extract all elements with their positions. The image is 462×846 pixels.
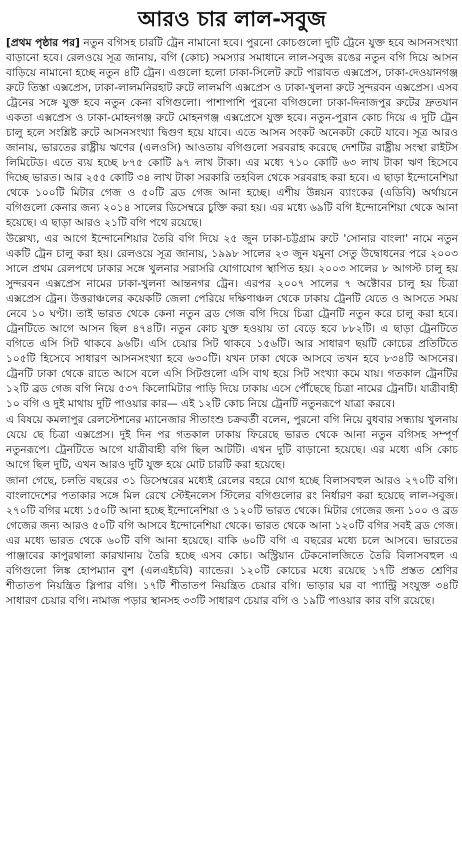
article-paragraph-4: জানা গেছে, চলতি বছরের ৩১ ডিসেম্বরের মধ্যেই রেলের বহরে যোগ হচ্ছে বিলাসবহুল আরও ২৭০টি বগি। বাংলাদেশের পতাকার সঙ্গে মিল রেখে স্টেইনলেস স্টিলের বগিগুলোর রং নির্ধারণ করা হয়েছে লাল-সবুজ। ২৭০টি বগির মধ্যে ১৫০টি আনা হচ্ছে ইন্দোনেশিয়া ও ১২০টি ভারত থেকে। মিটার গেজের জন্য ১০০ ও ব্রড গেজের জন্য আরও ৫০টি বগি আসবে ইন্দোনেশিয়া থেকে। ভারত থেকে আনা ১২০টি বগির সবই ব্রড গেজ। এর মধ্যে ভারত থেকে ৬০টি বগি আনা হয়েছে। বাকি ৬০টি বগি এ বছরের মধ্যে চলে আসবে। ভারতের পাঞ্জাবের কাপুরথালা কারখানায় তৈরি হচ্ছে এসব কোচ। অস্ট্রিয়ান টেকনোলজিতে তৈরি বিলাসবহুল এ বগিগুলো লিঙ্ক হোপম্যান বুশ (এলএইচবি) ব্যান্ডের। ১২০টি কোচের মধ্যে রয়েছে ১৭টি প্রস্তত শ্রেণির শীতাতপ নিয়ন্ত্রিত স্লিপার বগি। ১৭টি শীতাতপ নিয়ন্ত্রিত চেয়ার বগি। ভাড়ার ঘর বা প্যান্ট্রি সংযুক্ত ৩৪টি সাধারণ চেয়ার বগি। নামাজ পড়ার স্থানসহ ৩৩টি সাধারণ চেয়ার বগি ও ১৯টি পাওয়ার কার বগি রয়েছে। <box>6 475 458 607</box>
article-headline: আরও চার লাল-সবুজ <box>137 7 327 31</box>
lead-in-label: [প্রথম পৃষ্ঠার পর] <box>6 37 80 49</box>
paragraph-1-text: নতুন বগিসহ চারটি ট্রেন নামানো হবে। পুরনো কোচগুলো দুটি ট্রেনে যুক্ত হবে আসনসংখ্যা বাড়ানো হবে। রেলওয়ে সূত্র জানায়, বগি (কোচ) সমস্যার সমাধানে লাল-সবুজ রঙের নতুন বগি দিয়ে আসন বাড়িয়ে নামানো হচ্ছে নতুন ৪টি ট্রেন। এগুলো হলো ঢাকা-সিলেট রুটে পারাবত এক্সপ্রেস, ঢাকা-দেওয়ানগঞ্জ রুটে তিস্তা এক্সপ্রেস, ঢাকা-লালমনিরহাট রুটে লালমণি এক্সপ্রেস ও ঢাকা-খুলনা রুটে সুন্দরবন এক্সপ্রেস। এসব ট্রেনের সঙ্গে যুক্ত হবে নতুন কেনা বগিগুলো। পাশাপাশি পুরনো বগিগুলো ঢাকা-দিনাজপুর রুটের দ্রুতযান একতা এক্সপ্রেস ও ঢাকা-মোহনগঞ্জ রুটে মোহনগঞ্জ এক্সপ্রেসে যুক্ত হবে। নতুন-পুরান কোচ দিয়ে এ দুটি ট্রেন চালু হলে সংশ্লিষ্ট রুটে আসনসংখ্যা দ্বিগুণ হয়ে যাবে। এতে আসন সংকট অনেকটা কেটে যাবে। সূত্র আরও জানায়, ভারতের রাষ্ট্রীয় ঋণের (এলওসি) আওতায় বগিগুলো সরবরাহ করেছে দেশটির রাষ্ট্রীয় সংস্থা রাইটস লিমিটেড। এতে ব্যয় হচ্ছে ৮৭৫ কোটি ৯৭ লাখ টাকা। এর মধ্যে ৭১০ কোটি ৬৩ লাখ টাকা ঋণ হিসেবে দিচ্ছে ভারত। আর ২৫৫ কোটি ৩৪ লাখ টাকা সরকারি তহবিল থেকে সরবরাহ করা হবে। এ ছাড়া ইন্দোনেশিয়া থেকে ১০০টি মিটার গেজ ও ৫০টি ব্রড গেজ আনা হচ্ছে। এশীয় উন্নয়ন ব্যাংকের (এডিবি) অর্থায়নে বগিগুলো কেনার জন্য ২০১৪ সালের ডিসেম্বরে চুক্তি করা হয়। এর মধ্যে ৬৯টি বগি ইন্দোনেশিয়া থেকে আনা হয়েছে। এ ছাড়া আরও ২১টি বগি পথে রয়েছে। <box>6 37 458 229</box>
article-paragraph-2: উল্লেখ্য, এর আগে ইন্দোনেশিয়ার তৈরি বগি দিয়ে ২৫ জুন ঢাকা-চট্টগ্রাম রুটে 'সোনার বাংলা' নামে নতুন একটি ট্রেন চালু করা হয়। রেলওয়ে সূত্র জানায়, ১৯৯৮ সালের ২৩ জুন যমুনা সেতু উদ্বোধনের পরে ২০০৩ সালে প্রথম রেলপথে ঢাকার সঙ্গে খুলনার সরাসরি যোগাযোগ স্থাপিত হয়। ২০০৩ সালের ৮ আগস্ট চালু হয় সুন্দরবন এক্সপ্রেস নামের ঢাকা-খুলনা আন্তনগর ট্রেন। এরপর ২০০৭ সালের ৭ অক্টোবর চালু হয় চিত্রা এক্সপ্রেস ট্রেন। উত্তরাঞ্চলের কয়েকটি জেলা পেরিয়ে দক্ষিণাঞ্চল থেকে ঢাকায় ট্রেনটি যেতে ও আসতে সময় নেবে ১০ ঘণ্টা। তাই ভারত থেকে কেনা নতুন ব্রড গেজ বগি দিয়ে চিত্রা ট্রেনটি নতুন করে চালু করা হবে। ট্রেনটিতে আগে আসন ছিল ৪৭৪টি। নতুন কোচ যুক্ত হওয়ায় তা বেড়ে হবে ৮৮২টি। এ ছাড়া ট্রেনটিতে বগিতে এসি সিট থাকবে ৯৬টি। এসি চেয়ার সিট থাকবে ১৫৬টি। আর সাধারণ ছয়টি কোচের প্রতিটিতে ১০৫টি হিসেবে সাধারণ আসনসংখ্যা হবে ৬৩০টি। যখন ঢাকা থেকে আসবে তখন হবে ৮৩৪টি আসনের। ট্রেনটি ঢাকা থেকে রাতে আসে বলে এসি সিটগুলো এসি বাথ হয়ে সিট সংখ্যা কমে যায়। গতকাল ট্রেনটির ১২টি ব্রড গেজ বগি নিয়ে ৫৩৭ কিলোমিটার পাড়ি দিয়ে ঢাকায় এসে পৌঁছেছে চিত্রা নামের ট্রেনটি। যাত্রীবাহী ১০ বগি ও দুই মাথায় দুটি পাওয়ার কার— এই ১২টি কোচ নিয়ে ট্রেনটি নতুনরূপে যাত্রা করবে। <box>6 233 458 410</box>
article-paragraph-1 <box>6 36 458 231</box>
article-paragraph-3: এ বিষয়ে কমলাপুর রেলস্টেশনের ম্যানেজার সীতাংশু চক্রবর্তী বলেন, পুরনো বগি নিয়ে বুধবার সন্ধ্যায় খুলনায় যেয়ে ছে চিত্রা এক্সপ্রেস। দুই দিন পর গতকাল ঢাকায় ফিরেছে ভারত থেকে আনা নতুন বগিসহ সম্পূর্ণ নতুনরূপে। ট্রেনটিতে আগে যাত্রীবাহী বগি ছিল আটটি। এখন দুটি বাড়ানো হয়েছে। এর মধ্যে এসি কোচ আগে ছিল দুটি, এখন আরও দুটি যুক্ত হয়ে মোট চারটি করা হয়েছে। <box>6 414 458 471</box>
article-body <box>6 36 458 609</box>
